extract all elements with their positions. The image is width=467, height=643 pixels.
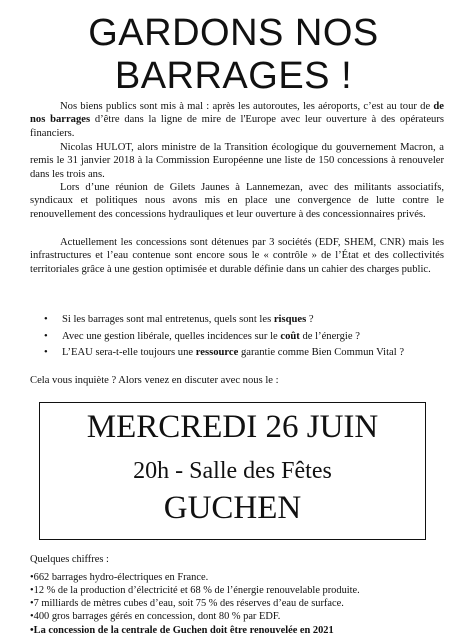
bullet-text: Avec une gestion libérale, quelles incidences sur le coût de l’énergie ? bbox=[62, 331, 360, 342]
intro-paragraph-4: Actuellement les concessions sont détenues par 3 sociétés (EDF, SHEM, CNR) mais les infrastructures et l’eau contenue sont encore sous le « contrôle » de l’État et des collectivités territoriales grâce à une gestion optimisée et durable définie dans un cahier des charges public. bbox=[30, 237, 444, 275]
event-date: MERCREDI 26 JUIN bbox=[86, 409, 379, 445]
bullet-marker: • bbox=[44, 314, 48, 325]
intro-bold-text: de nos barrages bbox=[30, 101, 444, 126]
figure-item: •662 barrages hydro-électriques en France. bbox=[30, 572, 209, 583]
event-town: GUCHEN bbox=[163, 490, 302, 526]
figure-item: •7 milliards de mètres cubes d’eau, soit 75 % des réserves d’eau de surface. bbox=[30, 598, 344, 609]
intro-paragraph-2: Nicolas HULOT, alors ministre de la Transition écologique du gouvernement Macron, a remis le 31 janvier 2018 à la Commission Européenne une liste de 150 concessions à renouveler dans les trois ans. bbox=[30, 142, 444, 180]
event-box bbox=[39, 402, 426, 540]
bullet-marker: • bbox=[44, 331, 48, 342]
intro-text: d’être dans la ligne de mire de l'Europe avec leur ouverture à des opérateurs financiers. bbox=[30, 114, 444, 139]
invite-text: Cela vous inquiète ? Alors venez en discuter avec nous le : bbox=[30, 375, 279, 386]
intro-paragraph-3: Lors d’une réunion de Gilets Jaunes à Lannemezan, avec des militants associatifs, syndicaux et politiques nous avons mis en place une convergence de lutte contre le renouvellement des concessions hydrauliques et leur ouverture à des concessionnaires privés. bbox=[30, 182, 444, 220]
page-title-line-1: GARDONS NOS bbox=[88, 12, 379, 54]
intro-paragraph-1 bbox=[30, 100, 444, 140]
bullet-marker: • bbox=[44, 347, 48, 358]
figure-item-highlight: •La concession de la centrale de Guchen doit être renouvelée en 2021 bbox=[30, 625, 334, 636]
figures-heading: Quelques chiffres : bbox=[30, 554, 109, 565]
figure-item: •400 gros barrages gérés en concession, dont 80 % par EDF. bbox=[30, 611, 281, 622]
bullet-text: Si les barrages sont mal entretenus, quels sont les risques ? bbox=[62, 314, 314, 325]
page-title-line-2: BARRAGES ! bbox=[114, 55, 353, 97]
intro-text: Nos biens publics sont mis à mal : après les autoroutes, les aéroports, c’est au tour de bbox=[60, 101, 434, 112]
figure-item: •12 % de la production d’électricité et 68 % de l’énergie renouvelable produite. bbox=[30, 585, 360, 596]
event-time-place: 20h - Salle des Fêtes bbox=[133, 458, 332, 484]
bullet-text: L’EAU sera-t-elle toujours une ressource garantie comme Bien Commun Vital ? bbox=[62, 347, 405, 358]
